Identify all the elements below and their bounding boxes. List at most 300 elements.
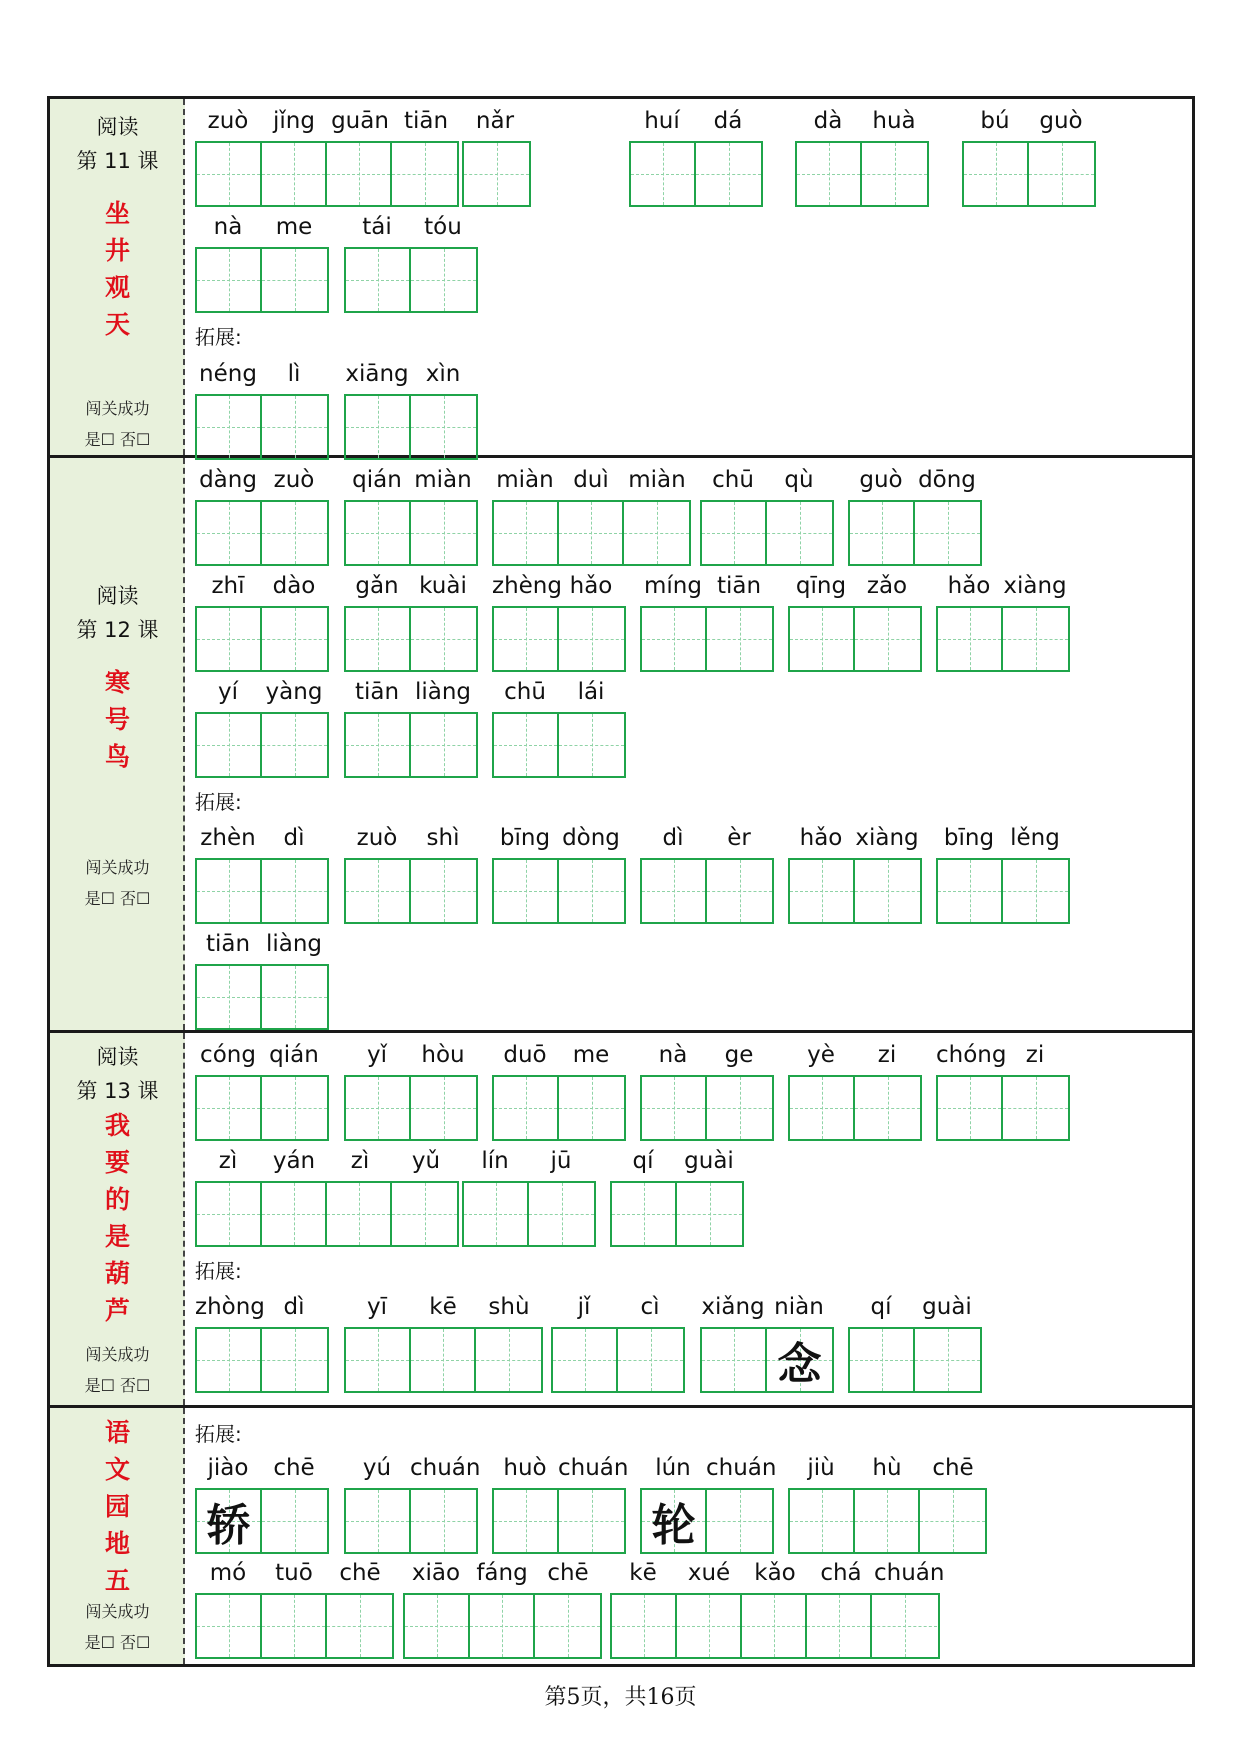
writing-cell[interactable] bbox=[262, 608, 327, 670]
writing-cell[interactable] bbox=[197, 1183, 262, 1245]
word-grid bbox=[344, 818, 478, 924]
pinyin-line bbox=[344, 818, 478, 858]
pinyin-line bbox=[936, 566, 1070, 606]
writing-cell[interactable] bbox=[1003, 608, 1068, 670]
writing-cell[interactable] bbox=[559, 502, 624, 564]
writing-cell[interactable] bbox=[642, 608, 707, 670]
word-grid bbox=[788, 1035, 922, 1141]
word-grid bbox=[848, 460, 982, 566]
word-grid bbox=[344, 1448, 481, 1554]
writing-cell[interactable] bbox=[464, 143, 529, 205]
word-grid bbox=[344, 1035, 478, 1141]
writing-cell[interactable] bbox=[197, 860, 262, 922]
pinyin-line bbox=[195, 207, 329, 247]
extension-label: 拓展: bbox=[195, 790, 242, 814]
pinyin-line bbox=[344, 1287, 543, 1327]
writing-cell[interactable] bbox=[346, 249, 411, 311]
writing-cell[interactable] bbox=[915, 1329, 980, 1391]
pinyin-line bbox=[195, 672, 329, 712]
writing-cell[interactable] bbox=[702, 1329, 767, 1391]
pinyin-syllable: zuò bbox=[356, 825, 398, 851]
writing-cell[interactable] bbox=[327, 1595, 392, 1657]
pinyin-line bbox=[848, 1287, 982, 1327]
pinyin-syllable: xiǎng bbox=[701, 1294, 765, 1320]
writing-cell[interactable] bbox=[346, 714, 411, 776]
writing-cell[interactable] bbox=[197, 966, 262, 1028]
pinyin-line bbox=[195, 1141, 459, 1181]
writing-cell[interactable] bbox=[197, 608, 262, 670]
writing-cell[interactable] bbox=[494, 502, 559, 564]
writing-cell[interactable] bbox=[262, 1329, 327, 1391]
word-grid bbox=[344, 207, 478, 313]
pinyin-syllable: hǎo bbox=[799, 825, 843, 851]
writing-boxes bbox=[848, 1327, 982, 1393]
word-grid bbox=[936, 1035, 1070, 1141]
word-grid bbox=[795, 101, 929, 207]
writing-cell[interactable] bbox=[346, 1077, 411, 1139]
writing-cell[interactable] bbox=[262, 966, 327, 1028]
writing-cell[interactable] bbox=[696, 143, 761, 205]
pinyin-syllable: zi bbox=[1025, 1042, 1045, 1068]
pinyin-syllable: chuán bbox=[874, 1560, 945, 1586]
lesson-sidebar bbox=[50, 99, 185, 455]
writing-boxes bbox=[492, 858, 626, 924]
pinyin-line bbox=[195, 1035, 329, 1075]
pinyin-syllable: lín bbox=[481, 1148, 509, 1174]
writing-cell[interactable] bbox=[559, 1077, 624, 1139]
lesson-exercises bbox=[185, 1033, 1192, 1405]
writing-boxes bbox=[195, 141, 459, 207]
writing-boxes bbox=[629, 141, 763, 207]
writing-cell[interactable] bbox=[327, 143, 392, 205]
writing-cell[interactable] bbox=[855, 1490, 920, 1552]
writing-cell[interactable] bbox=[197, 1595, 262, 1657]
writing-cell[interactable] bbox=[197, 1329, 262, 1391]
writing-cell[interactable] bbox=[938, 1077, 1003, 1139]
pinyin-line bbox=[344, 672, 478, 712]
writing-cell[interactable] bbox=[494, 860, 559, 922]
writing-boxes bbox=[344, 1327, 543, 1393]
pinyin-syllable: qīng bbox=[795, 573, 847, 599]
word-grid bbox=[640, 566, 774, 672]
pinyin-syllable: zuò bbox=[207, 108, 249, 134]
word-grid bbox=[195, 672, 329, 778]
writing-cell[interactable] bbox=[872, 1595, 937, 1657]
pinyin-line bbox=[195, 460, 329, 500]
writing-cell[interactable] bbox=[197, 249, 262, 311]
pinyin-syllable: hǎo bbox=[947, 573, 991, 599]
pinyin-syllable: chē bbox=[932, 1455, 974, 1481]
writing-cell[interactable] bbox=[346, 860, 411, 922]
lesson-title: 坐 井 观 天 bbox=[104, 199, 130, 339]
writing-boxes bbox=[195, 606, 329, 672]
writing-cell[interactable] bbox=[405, 1595, 470, 1657]
pinyin-line bbox=[551, 1287, 685, 1327]
writing-cell[interactable] bbox=[197, 1490, 262, 1552]
writing-cell[interactable] bbox=[642, 1077, 707, 1139]
pinyin-syllable: me bbox=[572, 1042, 610, 1068]
writing-cell[interactable] bbox=[494, 714, 559, 776]
writing-cell[interactable] bbox=[411, 1077, 476, 1139]
writing-boxes bbox=[640, 1075, 774, 1141]
writing-cell[interactable] bbox=[850, 1329, 915, 1391]
writing-cell[interactable] bbox=[411, 1490, 476, 1552]
writing-boxes bbox=[195, 394, 329, 460]
writing-cell[interactable] bbox=[797, 143, 862, 205]
writing-cell[interactable] bbox=[197, 502, 262, 564]
pinyin-line bbox=[936, 1035, 1070, 1075]
lesson-sidebar bbox=[50, 1408, 185, 1664]
writing-cell[interactable] bbox=[411, 502, 476, 564]
writing-boxes bbox=[403, 1593, 602, 1659]
writing-cell[interactable] bbox=[850, 502, 915, 564]
pinyin-line bbox=[788, 566, 922, 606]
writing-cell[interactable] bbox=[262, 1595, 327, 1657]
pinyin-line bbox=[344, 566, 478, 606]
writing-cell[interactable] bbox=[1029, 143, 1094, 205]
writing-cell[interactable] bbox=[197, 1077, 262, 1139]
pass-checkboxes[interactable]: 是☐ 否☐ bbox=[84, 889, 151, 908]
writing-boxes bbox=[492, 500, 691, 566]
writing-boxes bbox=[344, 1488, 478, 1554]
pinyin-syllable: yàng bbox=[265, 679, 323, 705]
writing-cell[interactable] bbox=[262, 1077, 327, 1139]
pinyin-line bbox=[462, 1141, 596, 1181]
word-grid bbox=[610, 1141, 744, 1247]
writing-cell[interactable] bbox=[197, 714, 262, 776]
word-grid bbox=[936, 818, 1070, 924]
writing-boxes bbox=[788, 858, 922, 924]
writing-cell[interactable] bbox=[612, 1183, 677, 1245]
writing-boxes bbox=[962, 141, 1096, 207]
writing-boxes bbox=[936, 858, 1070, 924]
writing-cell[interactable] bbox=[411, 714, 476, 776]
writing-cell[interactable] bbox=[262, 502, 327, 564]
pinyin-syllable: dì bbox=[283, 1294, 305, 1320]
writing-cell[interactable] bbox=[707, 1490, 772, 1552]
writing-cell[interactable] bbox=[790, 608, 855, 670]
word-grid bbox=[195, 818, 329, 924]
writing-cell[interactable] bbox=[855, 860, 920, 922]
page-footer: 第5页，共16页 bbox=[544, 1685, 697, 1710]
pinyin-line bbox=[936, 818, 1070, 858]
writing-cell[interactable] bbox=[767, 1329, 832, 1391]
pinyin-syllable: dōng bbox=[918, 467, 976, 493]
pinyin-syllable: shì bbox=[426, 825, 460, 851]
pass-label: 闯关成功 bbox=[85, 1345, 150, 1364]
pinyin-syllable: zuò bbox=[273, 467, 315, 493]
writing-boxes bbox=[344, 394, 478, 460]
pinyin-line bbox=[462, 101, 531, 141]
pinyin-syllable: guò bbox=[1039, 108, 1083, 134]
pinyin-syllable: míng bbox=[644, 573, 702, 599]
lesson-title: 我 要 的 是 葫 芦 bbox=[104, 1111, 130, 1325]
writing-cell[interactable] bbox=[807, 1595, 872, 1657]
pinyin-syllable: zi bbox=[877, 1042, 897, 1068]
writing-cell[interactable] bbox=[1003, 1077, 1068, 1139]
writing-cell[interactable] bbox=[624, 502, 689, 564]
pinyin-syllable: kǎo bbox=[754, 1560, 796, 1586]
pinyin-line bbox=[788, 818, 922, 858]
writing-cell[interactable] bbox=[262, 714, 327, 776]
pinyin-syllable: tiān bbox=[403, 108, 449, 134]
pinyin-line bbox=[848, 460, 982, 500]
pinyin-syllable: yán bbox=[272, 1148, 316, 1174]
pinyin-line bbox=[492, 1035, 626, 1075]
pass-checkboxes[interactable]: 是☐ 否☐ bbox=[84, 1376, 151, 1395]
writing-cell[interactable] bbox=[197, 143, 262, 205]
pinyin-syllable: zì bbox=[350, 1148, 370, 1174]
pinyin-syllable: dòng bbox=[562, 825, 620, 851]
writing-cell[interactable] bbox=[529, 1183, 594, 1245]
writing-cell[interactable] bbox=[790, 860, 855, 922]
pinyin-syllable: bīng bbox=[499, 825, 551, 851]
lesson-number: 第 12 课 bbox=[76, 618, 159, 642]
writing-cell[interactable] bbox=[262, 1183, 327, 1245]
writing-cell[interactable] bbox=[964, 143, 1029, 205]
writing-cell[interactable] bbox=[262, 860, 327, 922]
pinyin-syllable: qù bbox=[784, 467, 814, 493]
pinyin-line bbox=[344, 460, 478, 500]
writing-cell[interactable] bbox=[411, 860, 476, 922]
pinyin-line bbox=[344, 207, 478, 247]
pinyin-line bbox=[492, 460, 691, 500]
writing-boxes bbox=[344, 712, 478, 778]
pinyin-syllable: hù bbox=[872, 1455, 902, 1481]
writing-cell[interactable] bbox=[197, 396, 262, 458]
pinyin-syllable: jǐng bbox=[273, 108, 315, 134]
writing-boxes bbox=[640, 1488, 774, 1554]
writing-cell[interactable] bbox=[559, 714, 624, 776]
pinyin-syllable: kē bbox=[429, 1294, 457, 1320]
writing-cell[interactable] bbox=[346, 608, 411, 670]
writing-cell[interactable] bbox=[411, 608, 476, 670]
pinyin-syllable: mó bbox=[209, 1560, 247, 1586]
reading-label: 阅读 bbox=[96, 115, 139, 139]
pinyin-line bbox=[962, 101, 1096, 141]
word-grid bbox=[788, 566, 922, 672]
writing-cell[interactable] bbox=[920, 1490, 985, 1552]
writing-cell[interactable] bbox=[707, 860, 772, 922]
word-grid bbox=[492, 1035, 626, 1141]
writing-cell[interactable] bbox=[938, 608, 1003, 670]
word-grid bbox=[462, 101, 531, 207]
writing-cell[interactable] bbox=[855, 608, 920, 670]
pinyin-syllable: nà bbox=[213, 214, 243, 240]
writing-boxes bbox=[344, 1075, 478, 1141]
writing-cell[interactable] bbox=[494, 1077, 559, 1139]
writing-cell[interactable] bbox=[702, 502, 767, 564]
writing-cell[interactable] bbox=[262, 1490, 327, 1552]
pinyin-syllable: dá bbox=[713, 108, 743, 134]
lesson-sidebar bbox=[50, 1033, 185, 1405]
writing-cell[interactable] bbox=[855, 1077, 920, 1139]
pinyin-syllable: cóng bbox=[200, 1042, 256, 1068]
writing-cell[interactable] bbox=[790, 1490, 855, 1552]
pinyin-syllable: chá bbox=[820, 1560, 862, 1586]
word-grid bbox=[403, 1553, 602, 1659]
pinyin-line bbox=[344, 354, 478, 394]
writing-cell[interactable] bbox=[411, 1329, 476, 1391]
worksheet bbox=[47, 96, 1195, 1667]
writing-boxes bbox=[195, 964, 329, 1030]
pinyin-syllable: nà bbox=[658, 1042, 688, 1068]
writing-boxes bbox=[936, 1075, 1070, 1141]
pinyin-syllable: bīng bbox=[943, 825, 995, 851]
writing-boxes bbox=[700, 1327, 834, 1393]
pinyin-syllable: dào bbox=[272, 573, 316, 599]
pinyin-line bbox=[344, 1448, 481, 1488]
pinyin-syllable: miàn bbox=[414, 467, 472, 493]
writing-cell[interactable] bbox=[411, 249, 476, 311]
section-language-garden-5 bbox=[50, 1408, 1192, 1664]
pinyin-line bbox=[492, 672, 626, 712]
writing-cell[interactable] bbox=[559, 608, 624, 670]
writing-cell[interactable] bbox=[494, 1490, 559, 1552]
writing-boxes bbox=[936, 606, 1070, 672]
word-grid bbox=[700, 460, 834, 566]
reading-label: 阅读 bbox=[96, 584, 139, 608]
writing-cell[interactable] bbox=[346, 502, 411, 564]
pinyin-syllable: yí bbox=[217, 679, 238, 705]
writing-cell[interactable] bbox=[1003, 860, 1068, 922]
writing-cell[interactable] bbox=[677, 1595, 742, 1657]
writing-cell[interactable] bbox=[411, 396, 476, 458]
writing-cell[interactable] bbox=[262, 143, 327, 205]
pinyin-syllable: dì bbox=[283, 825, 305, 851]
writing-cell[interactable] bbox=[535, 1595, 600, 1657]
writing-cell[interactable] bbox=[707, 608, 772, 670]
writing-boxes bbox=[195, 1593, 394, 1659]
writing-cell[interactable] bbox=[392, 1183, 457, 1245]
writing-boxes bbox=[195, 1327, 329, 1393]
section-lesson-11 bbox=[50, 99, 1192, 458]
writing-boxes bbox=[492, 606, 626, 672]
pinyin-line bbox=[195, 354, 329, 394]
writing-cell[interactable] bbox=[464, 1183, 529, 1245]
pinyin-line bbox=[195, 101, 459, 141]
lesson-exercises bbox=[185, 458, 1192, 1030]
pinyin-syllable: chuán bbox=[410, 1455, 481, 1481]
writing-cell[interactable] bbox=[559, 1490, 624, 1552]
writing-cell[interactable] bbox=[642, 860, 707, 922]
writing-cell[interactable] bbox=[262, 396, 327, 458]
writing-boxes bbox=[788, 1075, 922, 1141]
writing-boxes bbox=[195, 858, 329, 924]
pinyin-line bbox=[344, 1035, 478, 1075]
word-grid bbox=[848, 1287, 982, 1393]
pinyin-syllable: zǎo bbox=[866, 573, 908, 599]
pinyin-line bbox=[640, 566, 774, 606]
pass-checkboxes[interactable]: 是☐ 否☐ bbox=[84, 1633, 151, 1652]
pinyin-syllable: zhī bbox=[211, 573, 245, 599]
pinyin-syllable: jiào bbox=[207, 1455, 249, 1481]
pinyin-syllable: zhèng bbox=[492, 573, 562, 599]
writing-boxes bbox=[195, 500, 329, 566]
pinyin-syllable: tiān bbox=[205, 931, 251, 957]
pinyin-syllable: tiān bbox=[354, 679, 400, 705]
writing-cell[interactable] bbox=[559, 860, 624, 922]
lesson-exercises bbox=[185, 1408, 1192, 1664]
lesson-exercises bbox=[185, 99, 1192, 455]
writing-boxes bbox=[788, 1488, 987, 1554]
writing-cell[interactable] bbox=[767, 502, 832, 564]
writing-cell[interactable] bbox=[346, 1329, 411, 1391]
writing-cell[interactable] bbox=[392, 143, 457, 205]
pinyin-syllable: gǎn bbox=[355, 573, 399, 599]
word-grid bbox=[629, 101, 763, 207]
writing-cell[interactable] bbox=[642, 1490, 707, 1552]
writing-cell[interactable] bbox=[612, 1595, 677, 1657]
pinyin-syllable: chū bbox=[504, 679, 546, 705]
writing-cell[interactable] bbox=[346, 396, 411, 458]
writing-cell[interactable] bbox=[262, 249, 327, 311]
pinyin-syllable: liàng bbox=[414, 679, 472, 705]
pinyin-syllable: xiàng bbox=[1003, 573, 1067, 599]
writing-cell[interactable] bbox=[553, 1329, 618, 1391]
pinyin-line bbox=[492, 566, 626, 606]
writing-cell[interactable] bbox=[327, 1183, 392, 1245]
pinyin-syllable: miàn bbox=[496, 467, 554, 493]
writing-cell[interactable] bbox=[470, 1595, 535, 1657]
pinyin-line bbox=[195, 566, 329, 606]
writing-cell[interactable] bbox=[938, 860, 1003, 922]
pinyin-syllable: kuài bbox=[419, 573, 467, 599]
writing-boxes bbox=[795, 141, 929, 207]
word-grid bbox=[344, 672, 478, 778]
writing-cell[interactable] bbox=[915, 502, 980, 564]
writing-cell[interactable] bbox=[346, 1490, 411, 1552]
word-grid bbox=[195, 101, 459, 207]
writing-cell[interactable] bbox=[707, 1077, 772, 1139]
word-grid bbox=[195, 1553, 394, 1659]
pinyin-syllable: miàn bbox=[628, 467, 686, 493]
writing-boxes bbox=[848, 500, 982, 566]
word-grid bbox=[788, 1448, 987, 1554]
writing-cell[interactable] bbox=[618, 1329, 683, 1391]
pinyin-line bbox=[788, 1035, 922, 1075]
pinyin-syllable: tái bbox=[362, 214, 392, 240]
writing-cell[interactable] bbox=[677, 1183, 742, 1245]
pinyin-syllable: shù bbox=[488, 1294, 530, 1320]
writing-cell[interactable] bbox=[862, 143, 927, 205]
writing-cell[interactable] bbox=[790, 1077, 855, 1139]
writing-boxes bbox=[462, 141, 531, 207]
word-grid bbox=[195, 1448, 329, 1554]
pinyin-syllable: lái bbox=[577, 679, 605, 705]
pinyin-line bbox=[629, 101, 763, 141]
writing-cell[interactable] bbox=[631, 143, 696, 205]
pinyin-syllable: fáng bbox=[476, 1560, 528, 1586]
pinyin-syllable: nǎr bbox=[475, 108, 515, 134]
word-grid bbox=[492, 672, 626, 778]
pinyin-syllable: duì bbox=[573, 467, 609, 493]
word-grid bbox=[195, 566, 329, 672]
reading-label: 阅读 bbox=[96, 1045, 139, 1069]
word-grid bbox=[492, 1448, 629, 1554]
pinyin-syllable: lěng bbox=[1010, 825, 1060, 851]
writing-cell[interactable] bbox=[494, 608, 559, 670]
pinyin-syllable: chē bbox=[339, 1560, 381, 1586]
word-grid bbox=[195, 207, 329, 313]
writing-cell[interactable] bbox=[476, 1329, 541, 1391]
writing-cell[interactable] bbox=[742, 1595, 807, 1657]
pass-checkboxes[interactable]: 是☐ 否☐ bbox=[84, 430, 151, 449]
pinyin-line bbox=[640, 1448, 777, 1488]
pinyin-syllable: xué bbox=[687, 1560, 731, 1586]
writing-boxes bbox=[195, 712, 329, 778]
word-grid bbox=[492, 566, 626, 672]
